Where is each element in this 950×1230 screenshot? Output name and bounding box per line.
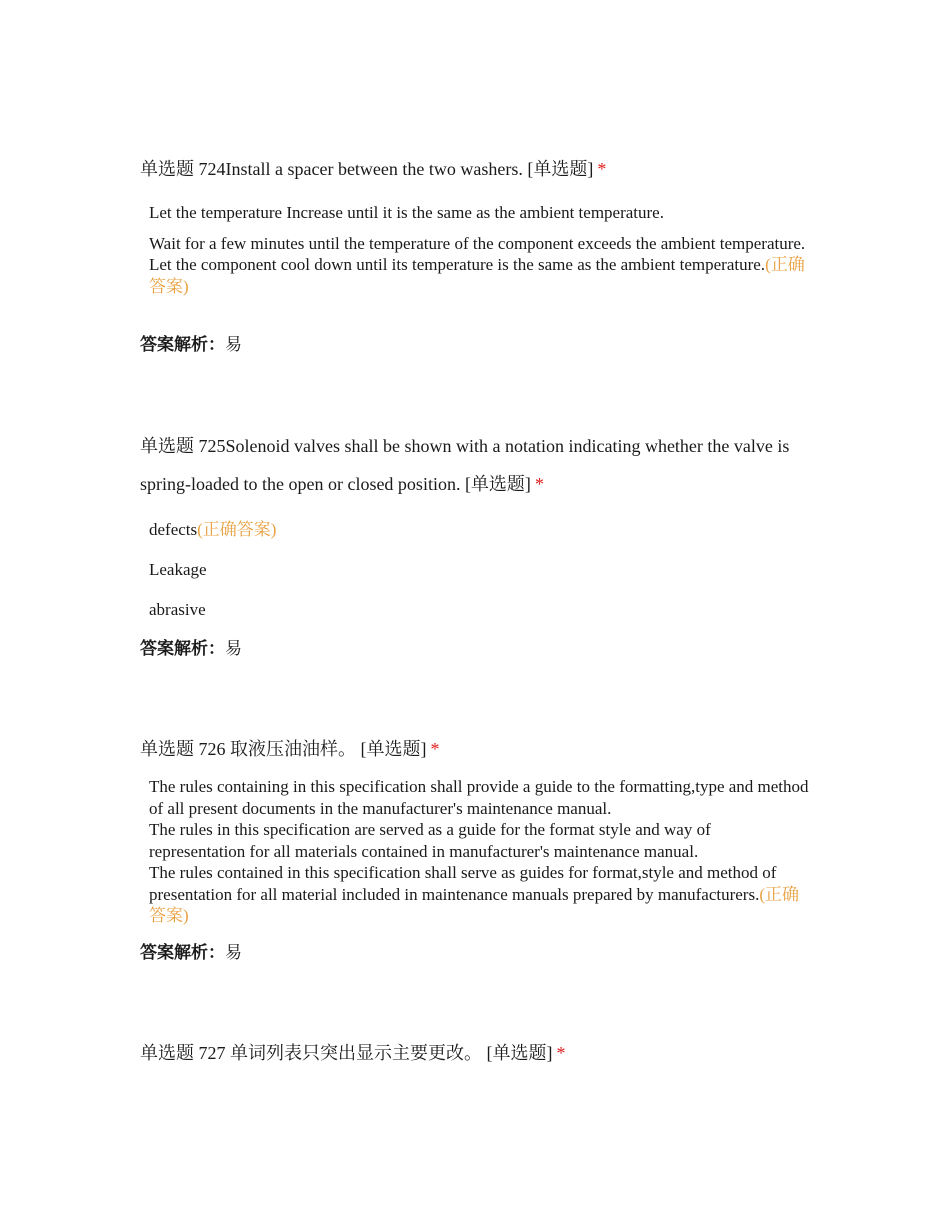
- option-item[interactable]: The rules contained in this specification shall serve as guides for format,style and method of presentation for all material included in maintenance manuals prepared by manufacturers.(正确答案): [149, 863, 800, 925]
- options-list: [149, 202, 810, 297]
- question-title: 单选题 725Solenoid valves shall be shown with a notation indicating whether the valve is spring-loaded to the open or closed position. [单选题] *: [140, 436, 790, 494]
- required-mark: *: [534, 474, 544, 494]
- option-item[interactable]: Let the temperature Increase until it is the same as the ambient temperature.: [149, 203, 664, 222]
- option-item[interactable]: Let the component cool down until its temperature is the same as the ambient temperature.(正确答案): [149, 255, 805, 296]
- required-mark: *: [430, 739, 440, 759]
- options-list: [149, 776, 810, 927]
- correct-answer-tag: (正确答案): [197, 520, 277, 539]
- answer-analysis: 答案解析：易: [140, 335, 242, 355]
- question-727: [140, 1034, 810, 1072]
- option-item[interactable]: abrasive: [149, 600, 206, 619]
- answer-analysis: 答案解析：易: [140, 943, 242, 963]
- question-724: [140, 150, 810, 297]
- option-item[interactable]: The rules containing in this specification shall provide a guide to the formatting,type and method of all present documents in the manufacturer's maintenance manual.: [149, 777, 809, 818]
- option-item[interactable]: The rules in this specification are served as a guide for the format style and way of representation for all materials contained in manufacturer's maintenance manual.: [149, 820, 711, 861]
- required-mark: *: [597, 159, 607, 179]
- question-title: 单选题 726 取液压油油样。 [单选题] *: [140, 739, 440, 759]
- question-726: [140, 730, 810, 927]
- option-item[interactable]: Wait for a few minutes until the temperature of the component exceeds the ambient temperature.: [149, 233, 806, 253]
- answer-analysis: 答案解析：易: [140, 639, 242, 659]
- option-item[interactable]: Leakage: [149, 560, 207, 579]
- options-list: [149, 519, 800, 621]
- question-725: [140, 427, 800, 621]
- required-mark: *: [556, 1043, 566, 1063]
- question-title: 单选题 727 单词列表只突出显示主要更改。 [单选题] *: [140, 1043, 566, 1063]
- question-title: 单选题 724Install a spacer between the two washers. [单选题] *: [140, 159, 607, 179]
- correct-answer-tag: (正确答案): [149, 255, 805, 296]
- option-item[interactable]: defects(正确答案): [149, 520, 277, 539]
- correct-answer-tag: (正确答案): [149, 884, 800, 925]
